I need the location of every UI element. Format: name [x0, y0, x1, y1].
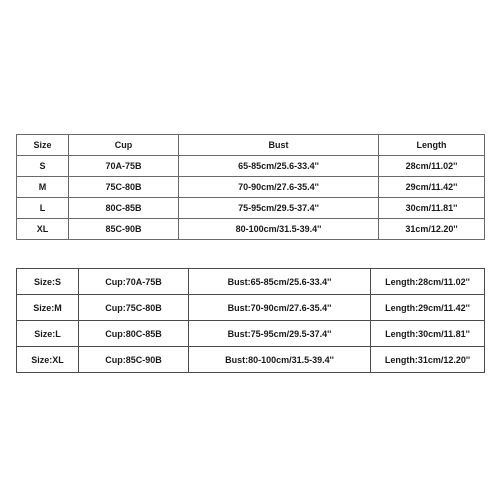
cell-cup: 75C-80B [69, 177, 179, 198]
size-chart-table [16, 134, 485, 240]
size-list-table [16, 268, 485, 373]
cell-bust: Bust:80-100cm/31.5-39.4'' [189, 347, 371, 373]
cell-bust: 75-95cm/29.5-37.4'' [179, 198, 379, 219]
cell-length: 29cm/11.42'' [379, 177, 485, 198]
cell-bust: 80-100cm/31.5-39.4'' [179, 219, 379, 240]
table-row [17, 269, 485, 295]
cell-size: Size:S [17, 269, 79, 295]
cell-bust: Bust:75-95cm/29.5-37.4'' [189, 321, 371, 347]
cell-cup: Cup:80C-85B [79, 321, 189, 347]
table-header-row [17, 135, 485, 156]
cell-size: Size:M [17, 295, 79, 321]
cell-bust: 70-90cm/27.6-35.4'' [179, 177, 379, 198]
cell-size: Size:XL [17, 347, 79, 373]
cell-length: Length:31cm/12.20'' [371, 347, 485, 373]
cell-length: 30cm/11.81'' [379, 198, 485, 219]
cell-size: S [17, 156, 69, 177]
cell-size: L [17, 198, 69, 219]
cell-bust: 65-85cm/25.6-33.4'' [179, 156, 379, 177]
cell-size: M [17, 177, 69, 198]
cell-cup: 70A-75B [69, 156, 179, 177]
cell-bust: Bust:70-90cm/27.6-35.4'' [189, 295, 371, 321]
table-row [17, 321, 485, 347]
cell-cup: Cup:85C-90B [79, 347, 189, 373]
table-row [17, 177, 485, 198]
cell-length: 31cm/12.20'' [379, 219, 485, 240]
cell-cup: 85C-90B [69, 219, 179, 240]
cell-cup: Cup:70A-75B [79, 269, 189, 295]
cell-cup: Cup:75C-80B [79, 295, 189, 321]
cell-size: Size:L [17, 321, 79, 347]
cell-length: 28cm/11.02'' [379, 156, 485, 177]
cell-length: Length:29cm/11.42'' [371, 295, 485, 321]
table-row [17, 347, 485, 373]
cell-size: XL [17, 219, 69, 240]
cell-cup: 80C-85B [69, 198, 179, 219]
header-bust: Bust [179, 135, 379, 156]
table-row [17, 295, 485, 321]
cell-length: Length:30cm/11.81'' [371, 321, 485, 347]
header-cup: Cup [69, 135, 179, 156]
table-row [17, 198, 485, 219]
table-row [17, 156, 485, 177]
cell-bust: Bust:65-85cm/25.6-33.4'' [189, 269, 371, 295]
header-length: Length [379, 135, 485, 156]
cell-length: Length:28cm/11.02'' [371, 269, 485, 295]
table-row [17, 219, 485, 240]
header-size: Size [17, 135, 69, 156]
